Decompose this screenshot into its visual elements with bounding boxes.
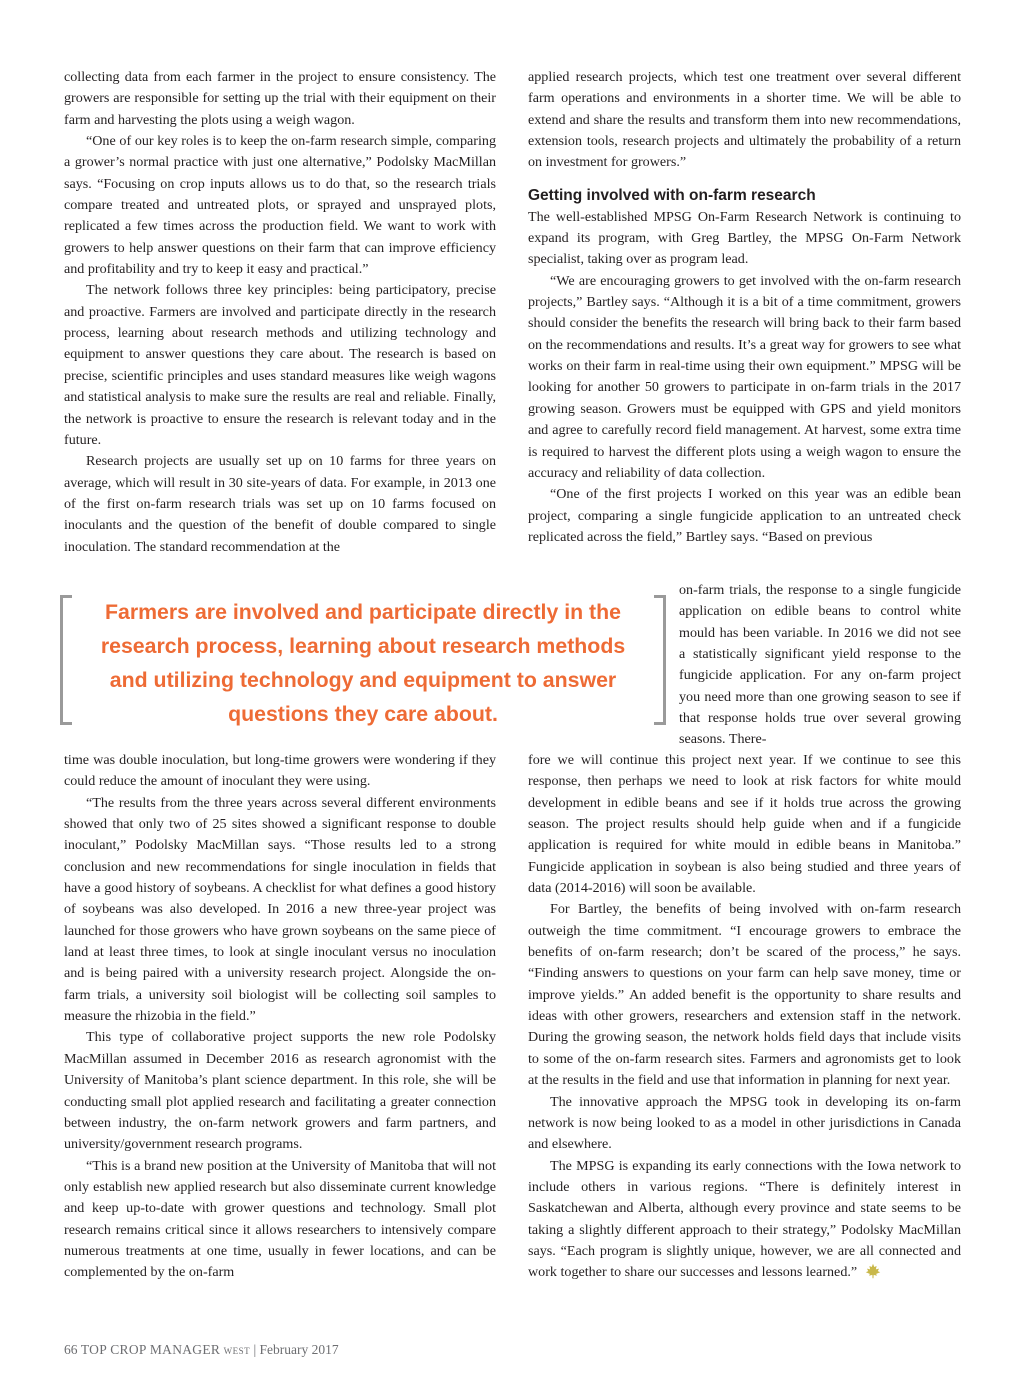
paragraph: applied research projects, which test one treatment over several different farm operations and environments in a shorter time. We will be able to extend and share the results and transform them into new recommendations, extension tools, research projects and ultimately the probability of a return on investment for growers.” (528, 69, 961, 171)
maple-leaf-icon (865, 1263, 881, 1279)
page-footer (64, 1342, 339, 1358)
paragraph: “This is a brand new position at the University of Manitoba that will not only establish new applied research but also disseminate current knowledge and keep up-to-date with grower questions and technology. Small plot research remains critical since it allows researchers to intensively compare numerous treatments at one time, usually in fewer locations, and can be complemented by the on-farm (64, 1157, 496, 1281)
right-column-bottom (528, 750, 961, 1284)
pull-quote (60, 595, 666, 727)
issue-date: February 2017 (259, 1342, 339, 1357)
paragraph: collecting data from each farmer in the project to ensure consistency. The growers are responsible for setting up the trial with their equipment on their farm and harvesting the plots using a weigh wagon. (64, 69, 496, 128)
magazine-edition: WEST (223, 1346, 251, 1356)
magazine-name: TOP CROP MANAGER (80, 1342, 221, 1357)
pull-quote-right-bracket (654, 595, 666, 725)
paragraph: The innovative approach the MPSG took in developing its on-farm network is now being looked to as a model in other jurisdictions in Canada and elsewhere. (528, 1093, 961, 1153)
left-column-top (64, 67, 496, 558)
pull-quote-text: Farmers are involved and participate directly in the research process, learning about research methods and utilizing technology and equipment to answer questions they care about. (100, 600, 626, 726)
paragraph: “We are encouraging growers to get involved with the on-farm research projects,” Bartley says. “Although it is a bit of a time commitment, growers should consider the benefits the research will bring back to their farm based on the recommendations and results. It’s a great way for growers to see what works on their farm in real-time using their own equipment.” MPSG will be looking for another 50 growers to participate in on-farm trials in the 2017 growing season. Growers must be equipped with GPS and yield monitors and agree to carefully record field management. At harvest, some extra time is required to harvest the different plots using a weigh wagon to ensure the accuracy and reliability of data collection. (528, 272, 961, 481)
paragraph: fore we will continue this project next year. If we continue to see this response, then perhaps we need to look at risk factors for white mould development in edible beans and see if it holds true across the growing season. The project results should help guide when and if a fungicide application is required for white mould in edible beans in Manitoba.” Fungicide application in soybean is also being studied and three years of data (2014-2016) will soon be available. (528, 752, 961, 897)
pull-quote-left-bracket (60, 595, 72, 725)
paragraph: The network follows three key principles: being participatory, precise and proactive. Farmers are involved and participate directly in the research process, learning about research methods and utilizing technology and equipment to answer questions they care about. The research is based on precise, scientific principles and uses standard measures like weigh wagons and statistical analysis to make sure the results are real and reliable. Finally, the network is proactive to ensure the research is relevant today and in the future. (64, 282, 496, 448)
last-paragraph-text: The MPSG is expanding its early connections with the Iowa network to include others in various regions. “There is definitely interest in Saskatchewan and Alberta, although every province and state seems to be taking a slightly different approach to their strategy,” Podolsky MacMillan says. “Each program is slightly unique, however, we are all connected and work together to share our successes and lessons learned.” (528, 1157, 961, 1281)
right-column-wrap (679, 580, 961, 751)
footer-separator: | (253, 1342, 257, 1357)
paragraph: “One of our key roles is to keep the on-farm research simple, comparing a grower’s normal practice with just one alternative,” Podolsky MacMillan says. “Focusing on crop inputs allows us to do that, so the research trials compare treated and untreated plots, or sprayed and unsprayed plots, replicated a few times across the production field. We want to work with growers to help answer questions on their farm that can improve efficiency and profitability and try to keep it easy and practical.” (64, 133, 496, 278)
page-number: 66 (64, 1342, 78, 1357)
paragraph: time was double inoculation, but long-time growers were wondering if they could reduce the amount of inoculant they were using. (64, 752, 496, 790)
right-column-top (528, 67, 961, 548)
wrapped-paragraph-text: on-farm trials, the response to a single fungicide application on edible beans to control white mould has been variable. In 2016 we did not see a statistically significant yield response to the fungicide application. For any on-farm project you need more than one growing season to see if that response holds true over several growing seasons. There- (679, 582, 961, 748)
paragraph: This type of collaborative project supports the new role Podolsky MacMillan assumed in December 2016 as research agronomist with the University of Manitoba’s plant science department. In this role, she will be conducting small plot applied research and facilitating a greater connection between industry, the on-farm network growers and farm partners, and university/government research programs. (64, 1029, 496, 1153)
paragraph: “One of the first projects I worked on this year was an edible bean project, comparing a single fungicide application to an untreated check replicated across the field,” Bartley says. “Based on previous (528, 486, 961, 545)
last-paragraph (528, 1156, 961, 1284)
left-column-bottom (64, 750, 496, 1284)
paragraph: The well-established MPSG On-Farm Research Network is continuing to expand its program, with Greg Bartley, the MPSG On-Farm Network specialist, taking over as program lead. (528, 208, 961, 268)
paragraph: “The results from the three years across several different environments showed that only two of 25 sites showed a significant response to double inoculant,” Podolsky MacMillan says. “Those results led to a strong conclusion and new recommendations for single inoculation in fields that have a good history of soybeans. A checklist for what defines a good history of soybeans was also developed. In 2016 a new three-year project was launched for those growers who have grown soybeans on the same piece of land at least three times, to look at single inoculant versus no inoculation and is being paired with a university research project. Alongside the on-farm trials, a university soil biologist will be collecting soil samples to measure the rhizobia in the field.” (64, 794, 496, 1025)
section-heading: Getting involved with on-farm research (528, 186, 816, 204)
paragraph: For Bartley, the benefits of being involved with on-farm research outweigh the time commitment. “I encourage growers to embrace the benefits of on-farm research; don’t be scared of the process,” he says. “Finding answers to questions on your farm can help save money, time or improve yields.” An added benefit is the opportunity to share results and ideas with other growers, researchers and extension staff in the network. During the growing season, the network holds field days that include visits to some of the on-farm research sites. Farmers and agronomists get to look at the results in the field and use that information in planning for next year. (528, 901, 961, 1089)
paragraph: Research projects are usually set up on 10 farms for three years on average, which will result in 30 site-years of data. For example, in 2013 one of the first on-farm research trials was set up on 10 farms focused on inoculants and the question of the benefit of double compared to single inoculation. The standard recommendation at the (64, 453, 496, 555)
